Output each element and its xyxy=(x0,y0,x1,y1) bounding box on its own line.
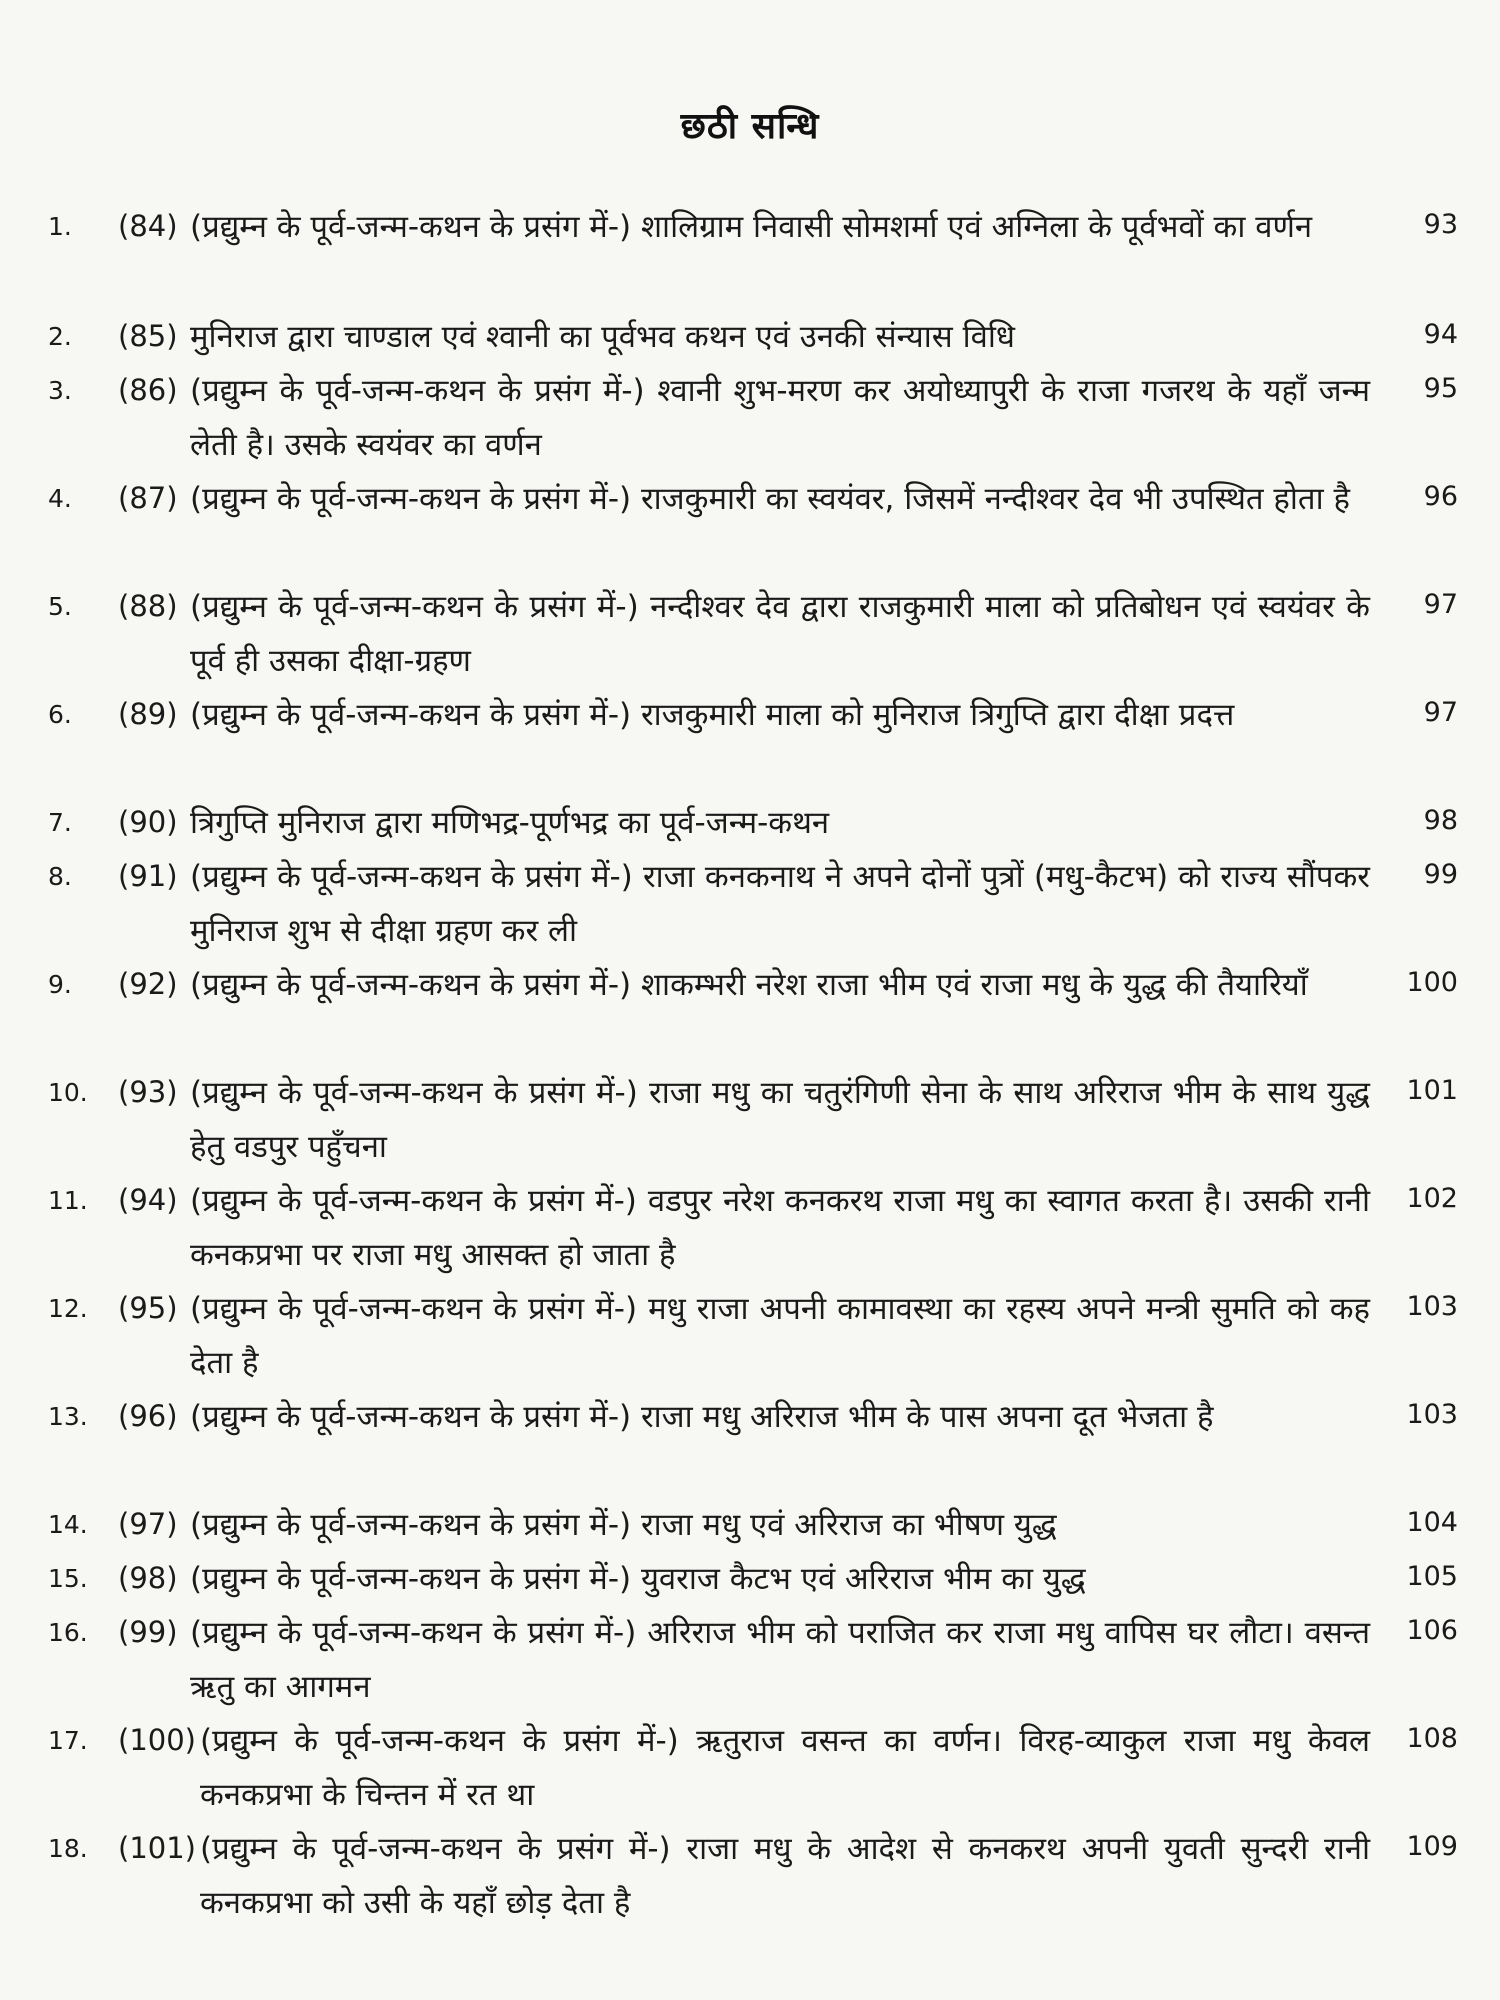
entry-text: (प्रद्युम्न के पूर्व-जन्म-कथन के प्रसंग में-) शाकम्भरी नरेश राजा भीम एवं राजा मधु के युद्ध की तैयारियाँ xyxy=(190,967,1308,1003)
entry-text: (प्रद्युम्न के पूर्व-जन्म-कथन के प्रसंग में-) राजा मधु एवं अरिराज का भीषण युद्ध xyxy=(190,1507,1057,1543)
entry-number: 9. xyxy=(48,970,72,999)
entry-code: (87) xyxy=(118,481,178,515)
entry-page-number: 97 xyxy=(1423,589,1458,620)
entry-code: (90) xyxy=(118,805,178,839)
entry-page-number: 97 xyxy=(1423,697,1458,728)
entry-number: 14. xyxy=(48,1510,88,1539)
entry-code: (96) xyxy=(118,1399,178,1433)
entry-number: 15. xyxy=(48,1564,88,1593)
entry-number: 7. xyxy=(48,808,72,837)
entry-code: (89) xyxy=(118,697,178,731)
entry-page-number: 101 xyxy=(1406,1075,1458,1106)
entry-text: (प्रद्युम्न के पूर्व-जन्म-कथन के प्रसंग में-) राजा मधु का चतुरंगिणी सेना के साथ अरिराज भीम के साथ युद्ध हेतु वडपुर पहुँचना xyxy=(190,1075,1370,1165)
entry-page-number: 99 xyxy=(1423,859,1458,890)
entry-text: त्रिगुप्ति मुनिराज द्वारा मणिभद्र-पूर्णभद्र का पूर्व-जन्म-कथन xyxy=(190,805,830,841)
entry-number: 6. xyxy=(48,700,72,729)
entry-code: (98) xyxy=(118,1561,178,1595)
entry-page-number: 104 xyxy=(1406,1507,1458,1538)
entry-number: 12. xyxy=(48,1294,88,1323)
entry-code: (99) xyxy=(118,1615,178,1649)
entry-text: (प्रद्युम्न के पूर्व-जन्म-कथन के प्रसंग में-) श्वानी शुभ-मरण कर अयोध्यापुरी के राजा गजरथ के यहाँ जन्म लेती है। उसके स्वयंवर का वर्णन xyxy=(190,373,1370,463)
entry-code: (84) xyxy=(118,209,178,243)
entry-code: (88) xyxy=(118,589,178,623)
entry-text: (प्रद्युम्न के पूर्व-जन्म-कथन के प्रसंग में-) वडपुर नरेश कनकरथ राजा मधु का स्वागत करता है। उसकी रानी कनकप्रभा पर राजा मधु आसक्त हो जाता है xyxy=(190,1183,1370,1273)
entry-text: (प्रद्युम्न के पूर्व-जन्म-कथन के प्रसंग में-) राजा कनकनाथ ने अपने दोनों पुत्रों (मधु-कैटभ) को राज्य सौंपकर मुनिराज शुभ से दीक्षा ग्रहण कर ली xyxy=(190,859,1370,949)
entry-text: मुनिराज द्वारा चाण्डाल एवं श्वानी का पूर्वभव कथन एवं उनकी संन्यास विधि xyxy=(190,319,1015,355)
entry-number: 8. xyxy=(48,862,72,891)
entry-code: (91) xyxy=(118,859,178,893)
entry-text: (प्रद्युम्न के पूर्व-जन्म-कथन के प्रसंग में-) ऋतुराज वसन्त का वर्णन। विरह-व्याकुल राजा मधु केवल कनकप्रभा के चिन्तन में रत था xyxy=(200,1723,1370,1813)
entry-page-number: 95 xyxy=(1423,373,1458,404)
entry-number: 11. xyxy=(48,1186,88,1215)
entry-page-number: 94 xyxy=(1423,319,1458,350)
entry-number: 4. xyxy=(48,484,72,513)
entry-page-number: 106 xyxy=(1406,1615,1458,1646)
entry-page-number: 103 xyxy=(1406,1399,1458,1430)
entry-code: (94) xyxy=(118,1183,178,1217)
entry-text: (प्रद्युम्न के पूर्व-जन्म-कथन के प्रसंग में-) युवराज कैटभ एवं अरिराज भीम का युद्ध xyxy=(190,1561,1086,1597)
entry-page-number: 102 xyxy=(1406,1183,1458,1214)
entry-page-number: 96 xyxy=(1423,481,1458,512)
entry-code: (92) xyxy=(118,967,178,1001)
entry-code: (101) xyxy=(118,1831,196,1865)
entry-number: 13. xyxy=(48,1402,88,1431)
entry-text: (प्रद्युम्न के पूर्व-जन्म-कथन के प्रसंग में-) राजकुमारी माला को मुनिराज त्रिगुप्ति द्वारा दीक्षा प्रदत्त xyxy=(190,697,1235,733)
entry-text: (प्रद्युम्न के पूर्व-जन्म-कथन के प्रसंग में-) मधु राजा अपनी कामावस्था का रहस्य अपने मन्त्री सुमति को कह देता है xyxy=(190,1291,1370,1381)
entry-code: (97) xyxy=(118,1507,178,1541)
entry-text: (प्रद्युम्न के पूर्व-जन्म-कथन के प्रसंग में-) अरिराज भीम को पराजित कर राजा मधु वापिस घर लौटा। वसन्त ऋतु का आगमन xyxy=(190,1615,1370,1705)
entry-code: (95) xyxy=(118,1291,178,1325)
entry-page-number: 103 xyxy=(1406,1291,1458,1322)
entry-text: (प्रद्युम्न के पूर्व-जन्म-कथन के प्रसंग में-) राजा मधु अरिराज भीम के पास अपना दूत भेजता है xyxy=(190,1399,1214,1435)
entry-number: 18. xyxy=(48,1834,88,1863)
entry-number: 3. xyxy=(48,376,72,405)
entry-text: (प्रद्युम्न के पूर्व-जन्म-कथन के प्रसंग में-) शालिग्राम निवासी सोमशर्मा एवं अग्निला के पूर्वभवों का वर्णन xyxy=(190,209,1313,245)
entry-page-number: 108 xyxy=(1406,1723,1458,1754)
entry-code: (86) xyxy=(118,373,178,407)
entry-page-number: 105 xyxy=(1406,1561,1458,1592)
entry-number: 1. xyxy=(48,212,72,241)
entry-number: 2. xyxy=(48,322,72,351)
entry-page-number: 98 xyxy=(1423,805,1458,836)
entry-number: 10. xyxy=(48,1078,88,1107)
entry-page-number: 100 xyxy=(1406,967,1458,998)
entry-number: 17. xyxy=(48,1726,88,1755)
entry-page-number: 93 xyxy=(1423,209,1458,240)
entry-code: (93) xyxy=(118,1075,178,1109)
entry-text: (प्रद्युम्न के पूर्व-जन्म-कथन के प्रसंग में-) नन्दीश्वर देव द्वारा राजकुमारी माला को प्रतिबोधन एवं स्वयंवर के पूर्व ही उसका दीक्षा-ग्रहण xyxy=(190,589,1370,679)
entry-number: 5. xyxy=(48,592,72,621)
entry-number: 16. xyxy=(48,1618,88,1647)
entry-page-number: 109 xyxy=(1406,1831,1458,1862)
section-title: छठी सन्धि xyxy=(680,106,820,147)
entry-text: (प्रद्युम्न के पूर्व-जन्म-कथन के प्रसंग में-) राजा मधु के आदेश से कनकरथ अपनी युवती सुन्दरी रानी कनकप्रभा को उसी के यहाँ छोड़ देता है xyxy=(200,1831,1370,1921)
entry-code: (100) xyxy=(118,1723,196,1757)
entry-text: (प्रद्युम्न के पूर्व-जन्म-कथन के प्रसंग में-) राजकुमारी का स्वयंवर, जिसमें नन्दीश्वर देव भी उपस्थित होता है xyxy=(190,481,1350,517)
entry-code: (85) xyxy=(118,319,178,353)
